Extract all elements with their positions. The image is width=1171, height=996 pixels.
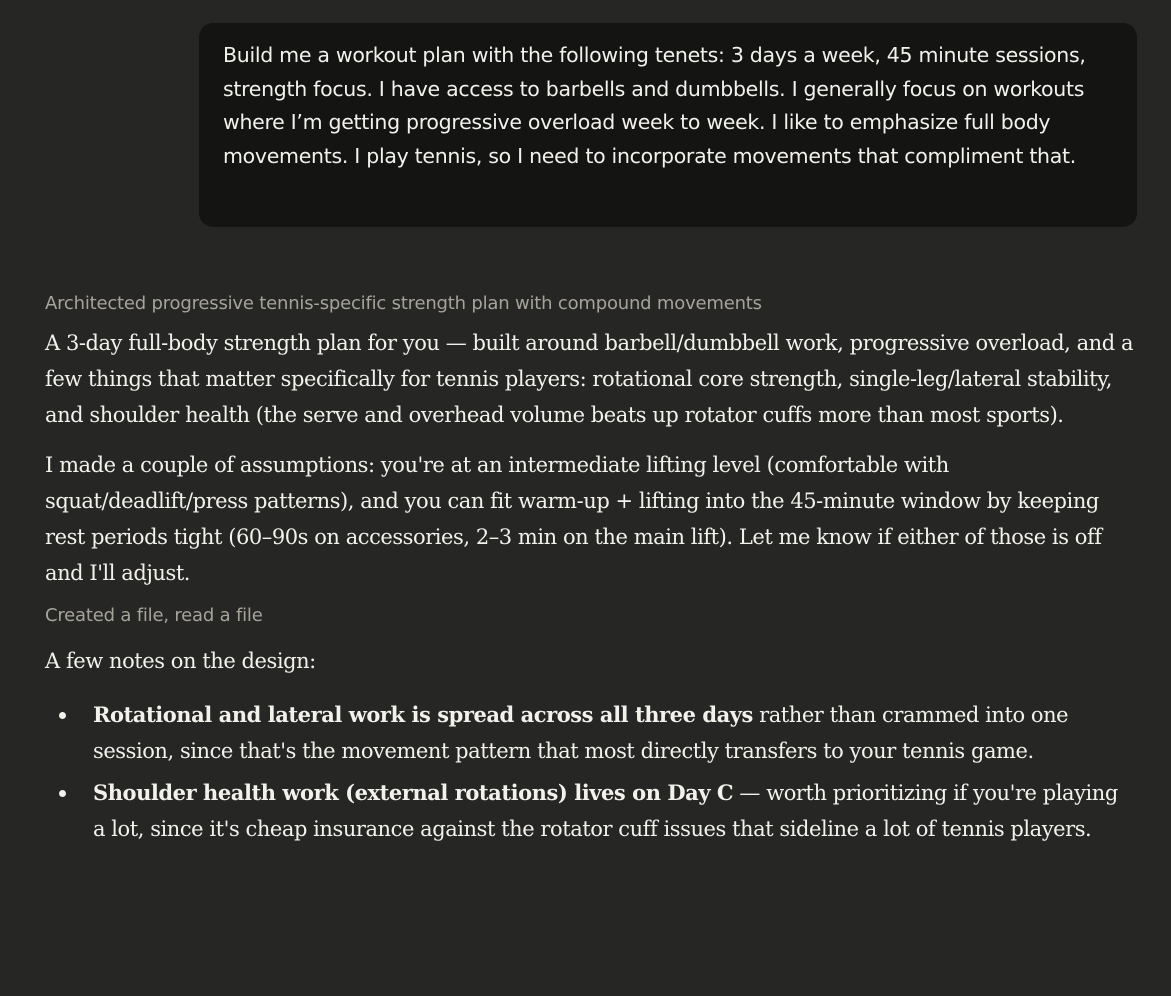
notes-intro: A few notes on the design: [45, 649, 316, 673]
bullet-icon [59, 790, 66, 797]
list-item [45, 697, 1135, 769]
user-message-text: Build me a workout plan with the following tenets: 3 days a week, 45 minute sessions, strength focus. I have access to barbells and dumbbells. I generally focus on workouts where I’m getting progressive overload week to week. I like to emphasize full body movements. I play tennis, so I need to incorporate movements that compliment that. [223, 43, 1086, 168]
notes-list [45, 697, 1135, 847]
tool-activity-toggle[interactable]: Created a file, read a file [45, 605, 263, 626]
list-item [45, 775, 1135, 847]
user-message-bubble [199, 23, 1137, 227]
note-bold-text: Rotational and lateral work is spread across all three days [93, 702, 753, 727]
note-text: — worth prioritizing if you're playing a lot, since it's cheap insurance against the rotator cuff issues that sideline a lot of tennis players. [93, 781, 1118, 841]
response-paragraph: A 3-day full-body strength plan for you — built around barbell/dumbbell work, progressive overload, and a few things that matter specifically for tennis players: rotational core strength, single-leg/lateral stability, and shoulder health (the serve and overhead volume beats up rotator cuffs more than most sports). [45, 331, 1134, 427]
note-bold-text: Shoulder health work (external rotations) lives on Day C [93, 780, 734, 805]
response-paragraph: I made a couple of assumptions: you're at an intermediate lifting level (comfortable with squat/deadlift/press patterns), and you can fit warm-up + lifting into the 45-minute window by keeping rest periods tight (60–90s on accessories, 2–3 min on the main lift). Let me know if either of those is off and I'll adjust. [45, 453, 1102, 585]
bullet-icon [59, 712, 66, 719]
assistant-response [45, 289, 1135, 853]
thinking-summary-toggle[interactable]: Architected progressive tennis-specific strength plan with compound movements [45, 293, 762, 314]
note-text: rather than crammed into one session, since that's the movement pattern that most directly transfers to your tennis game. [93, 703, 1069, 763]
